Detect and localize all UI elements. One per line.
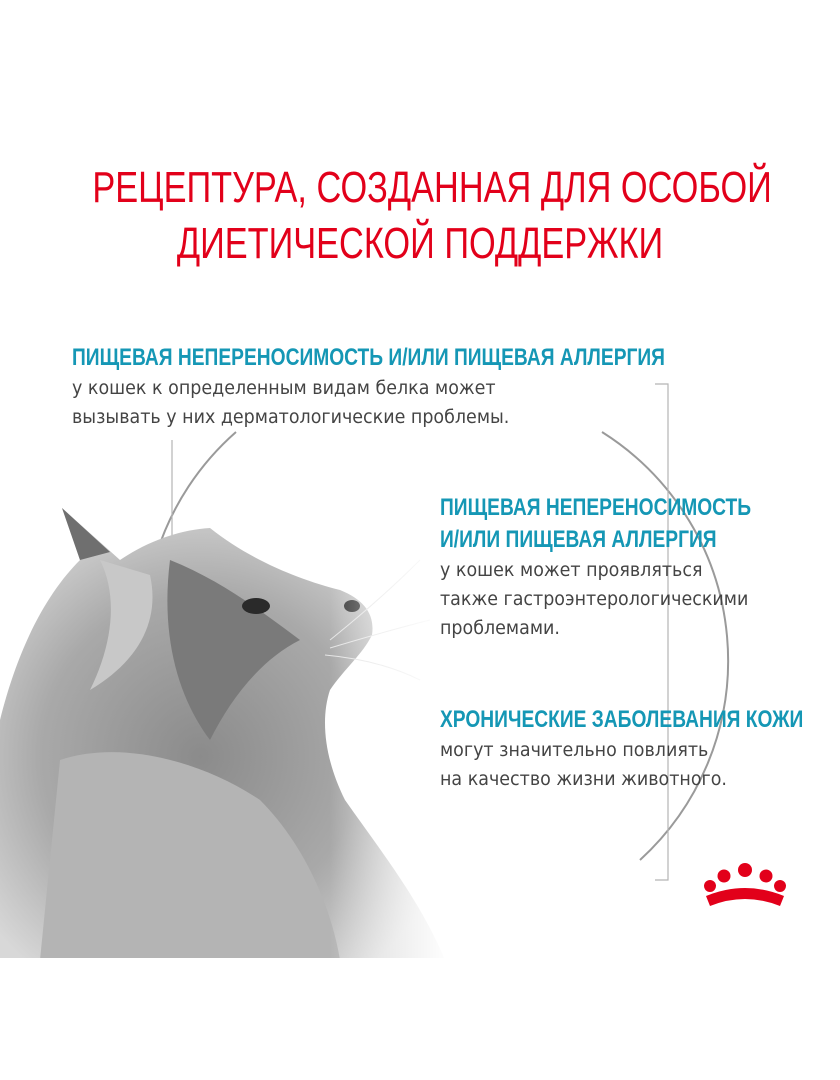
info-block-2 [440, 492, 840, 643]
info-block-1-text: у кошек к определенным видам белка может вызывать у них дерматологические проблемы. [72, 377, 510, 428]
info-block-3 [440, 704, 840, 794]
info-block-3-text: могут значительно повлиять на качество жизни животного. [440, 739, 727, 790]
info-block-3-heading: ХРОНИЧЕСКИЕ ЗАБОЛЕВАНИЯ КОЖИ [440, 706, 804, 733]
info-block-1-heading: ПИЩЕВАЯ НЕПЕРЕНОСИМОСТЬ И/ИЛИ ПИЩЕВАЯ АЛЛЕРГИЯ [72, 344, 665, 371]
info-block-1 [72, 342, 712, 432]
title-line-2: ДИЕТИЧЕСКОЙ ПОДДЕРЖКИ [176, 219, 664, 268]
info-block-2-text: у кошек может проявляться также гастроэнтерологическими проблемами. [440, 559, 749, 639]
info-block-2-heading: ПИЩЕВАЯ НЕПЕРЕНОСИМОСТЬ И/ИЛИ ПИЩЕВАЯ АЛЛЕРГИЯ [440, 494, 752, 553]
title-line-1: РЕЦЕПТУРА, СОЗДАННАЯ ДЛЯ ОСОБОЙ [92, 163, 772, 212]
crown-logo [700, 860, 790, 916]
